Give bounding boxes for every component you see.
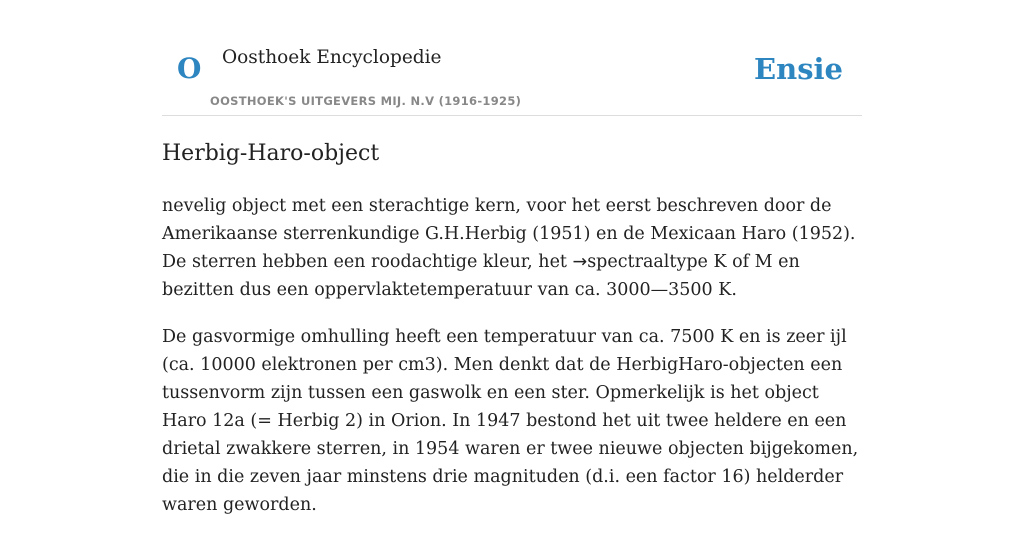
publication-logo[interactable]: O — [177, 52, 202, 85]
article-paragraph-2: De gasvormige omhulling heeft een temperatuur van ca. 7500 K en is zeer ijl (ca. 10000 elektronen per cm3). Men denkt dat de HerbigHaro-objecten een tussenvorm zijn tussen een gaswolk en een ster. Opmerkelijk is het object Haro 12a (= Herbig 2) in Orion. In 1947 bestond het uit twee heldere en een drietal zwakkere sterren, in 1954 waren er twee nieuwe objecten bijgekomen, die in die zeven jaar minstens drie magnituden (d.i. een factor 16) helderder waren geworden. — [162, 327, 859, 515]
article-title: Herbig-Haro-object — [162, 141, 380, 166]
article-paragraph-1 — [162, 192, 862, 304]
spectraaltype-link[interactable]: spectraaltype — [587, 252, 708, 272]
article — [162, 138, 862, 538]
cross-reference-arrow-icon: → — [572, 252, 588, 272]
article-body — [162, 192, 862, 519]
site-header — [162, 0, 862, 116]
paragraph-1-text-start: nevelig object met een sterachtige kern, voor het eerst beschreven door de Amerikaanse sterrenkundige G.H.Herbig (1951) en de Mexicaan Haro (1952). De sterren hebben een roodachtige kleur, het — [162, 196, 856, 272]
publisher-line: OOSTHOEK'S UITGEVERS MIJ. N.V (1916-1925) — [210, 94, 522, 108]
ensie-logo-link[interactable]: Ensie — [754, 52, 843, 86]
paragraph-1-text-end: K of M en bezitten dus een oppervlaktetemperatuur van ca. 3000—3500 K. — [162, 252, 800, 300]
publication-name[interactable]: Oosthoek Encyclopedie — [222, 47, 442, 68]
